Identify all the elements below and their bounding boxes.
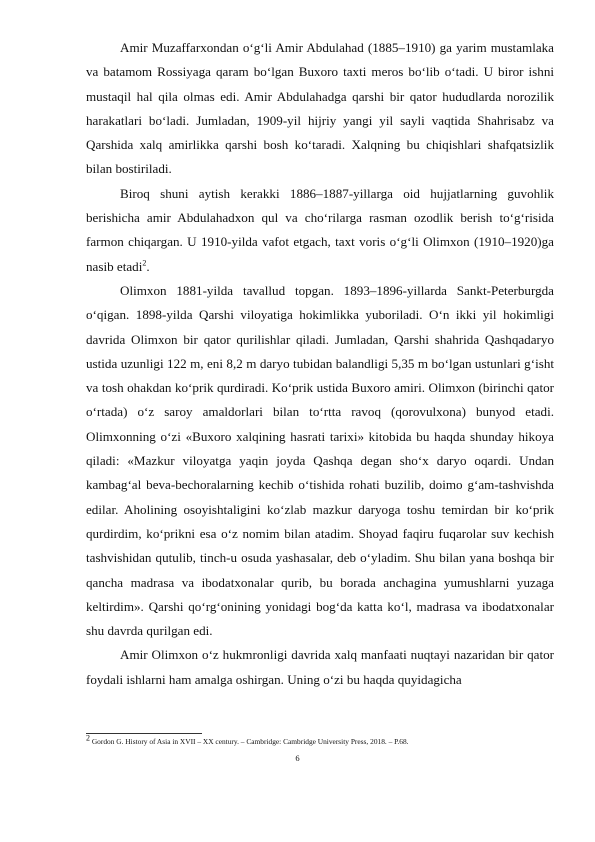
footnote-marker: 2 [86, 733, 90, 743]
paragraph-4: Amir Olimxon o‘z hukmronligi davrida xalq manfaati nuqtayi nazaridan bir qator foydali ishlarni ham amalga oshirgan. Uning o‘zi bu haqda quyidagicha [86, 647, 554, 687]
footnote-reference[interactable]: 2 [142, 258, 147, 268]
footnote [86, 733, 554, 747]
document-body [86, 36, 554, 692]
footnote-text: Gordon G. History of Asia in XVII – XX century. – Cambridge: Cambridge University Press, 2018. – P.68. [90, 737, 409, 746]
paragraph-3: Olimxon 1881-yilda tavallud topgan. 1893–1896-yillarda Sankt-Peterburgda o‘qigan. 1898-yilda Qarshi viloyatiga hokimlikka yuboriladi. O‘n ikki yil hokimligi davrida Olimxon bir qator qurilishlar qiladi. Jumladan, Qarshi shahrida Qashqadaryo ustida uzunligi 122 m, eni 8,2 m daryo tubidan balandligi 5,35 m bo‘lgan ustunlari g‘isht va tosh ohakdan ko‘prik qurdiradi. Ko‘prik ustida Buxoro amiri. Olimxon (birinchi qator o‘rtada) o‘z saroy amaldorlari bilan to‘rtta ravoq (qorovulxona) bunyod etadi. Olimxonning o‘zi «Buxoro xalqining hasrati tarixi» kitobida bu haqda shunday hikoya qiladi: «Mazkur viloyatga yaqin joyda Qashqa degan sho‘x daryo oqardi. Undan kambag‘al beva-bechoralarning kechib o‘tishida rohati buzilib, doimo g‘am-tashvishda edilar. Aholining osoyishtaligini ko‘zlab mazkur daryoga toshu temirdan bir ko‘prik qurdirdim, ko‘prikni esa o‘z nomim bilan atadim. Shoyad faqiru fuqarolar suv kechish tashvishidan qutulib, tinch-u osuda yashasalar, deb o‘yladim. Shu bilan yana boshqa bir qancha madrasa va ibodatxonalar qurib, bu borada anchagina yumushlarni yuzaga keltirdim». Qarshi qo‘rg‘onining yonidagi bog‘da katta ko‘l, madrasa va ibodatxonalar shu davrda qurilgan edi. [86, 282, 554, 639]
paragraph-2-end: . [146, 258, 150, 274]
paragraph-1: Amir Muzaffarxondan o‘g‘li Amir Abdulahad (1885–1910) ga yarim mustamlaka va batamom Rossiyaga qaram bo‘lgan Buxoro taxti meros bo‘lib o‘tadi. U biror ishni mustaqil hal qila olmas edi. Amir Abdulahadga qarshi bir qator hududlarda norozilik harakatlari bo‘ladi. Jumladan, 1909-yil hijriy yangi yil sayli vaqtida Shahrisabz va Qarshida xalq amirlikka qarshi bosh ko‘taradi. Xalqning bu chiqishlari shafqatsizlik bilan bostiriladi. [86, 40, 554, 177]
footnote-divider [86, 733, 202, 734]
paragraph-2-text: Biroq shuni aytish kerakki 1886–1887-yillarga oid hujjatlarning guvohlik berishicha amir Abdulahadxon qul va cho‘rilarga rasman ozodlik berish to‘g‘risida farmon chiqargan. U 1910-yilda vafot etgach, taxt voris o‘g‘li Olimxon (1910–1920)ga nasib etadi [86, 185, 554, 274]
paragraph-2 [86, 182, 554, 279]
page-number: 6 [295, 753, 300, 763]
